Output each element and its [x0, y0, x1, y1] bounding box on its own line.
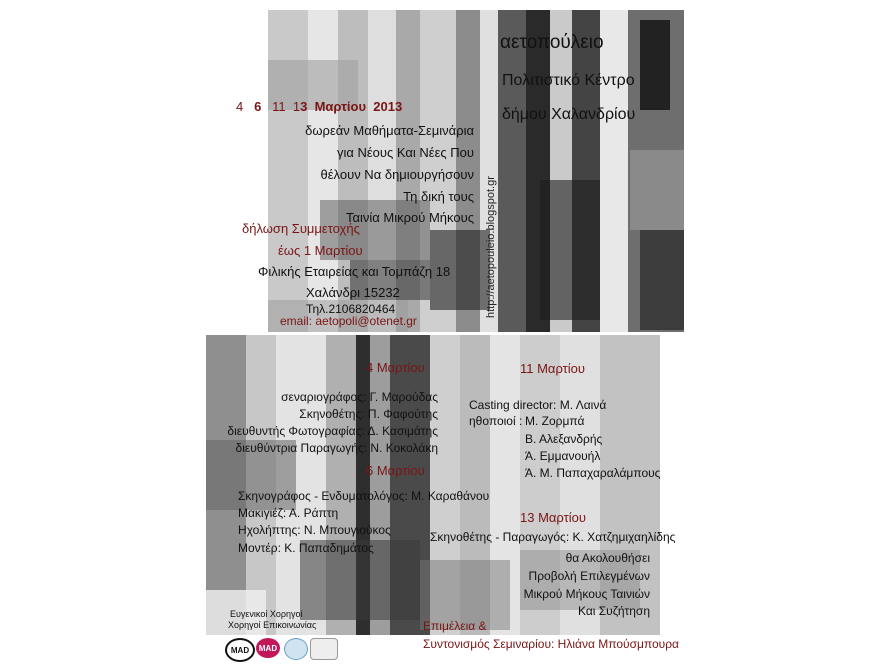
march4-line-4: διευθύντρια Παραγωγής: Ν. Κοκολάκη	[235, 441, 438, 455]
march11-title: 11 Μαρτίου	[520, 361, 586, 376]
intro-line-1: δωρεάν Μαθήματα-Σεμινάρια	[305, 123, 474, 138]
intro-line-3: θέλουν Να δημιουργήσουν	[320, 167, 474, 182]
march4-line-3: διευθυντής Φωτογραφίας: Δ. Κασιμάτης	[227, 424, 438, 438]
seminar-dates: 4 6 11 13 Μαρτίου 2013	[236, 99, 403, 114]
march11-casting: Casting director: Μ. Λαινά	[469, 398, 607, 412]
sponsor-logo-4	[310, 638, 338, 660]
sponsor-logo-3	[284, 638, 308, 660]
march6-line-4: Μοντέρ: Κ. Παπαδημάτος	[238, 541, 374, 555]
email-link[interactable]: email: aetopoli@otenet.gr	[280, 314, 417, 328]
credit-line-1: Επιμέλεια &	[423, 619, 487, 633]
center-name-line1: αετοπούλειο	[500, 32, 604, 53]
march11-actor-4: Ά. Μ. Παπαχαραλάμπους	[525, 466, 661, 480]
intro-line-4: Τη δική τους	[403, 189, 474, 204]
address-street: Φιλικής Εταιρείας και Τομπάζη 18	[258, 264, 451, 279]
registration-deadline: έως 1 Μαρτίου	[278, 243, 363, 258]
sponsors-label-2: Χορηγοί Επικοινωνίας	[228, 620, 317, 630]
registration-label: δήλωση Συμμετοχής	[242, 221, 360, 236]
march13-director: Σκηνοθέτης - Παραγωγός: Κ. Χατζημιχαηλίδης	[430, 530, 676, 544]
sponsor-logo-2: MAD	[256, 638, 280, 658]
march11-actor-2: Β. Αλεξανδρής	[525, 432, 603, 446]
address-city: Χαλάνδρι 15232	[306, 285, 400, 300]
march13-title: 13 Μαρτίου	[520, 510, 586, 525]
phone-number: Τηλ.2106820464	[306, 302, 396, 316]
center-name-line3: δήμου Χαλανδρίου	[502, 106, 636, 123]
blog-url-link[interactable]: http://aetopouleio.blogspot.gr	[485, 176, 497, 318]
march11-actor-3: Ά. Εμμανουήλ	[525, 449, 601, 463]
march4-line-2: Σκηνοθέτης: Π. Φαφούτης	[299, 407, 438, 421]
intro-line-2: για Νέους Και Νέες Που	[336, 145, 474, 160]
march13-line-3: Μικρού Μήκους Ταινιών	[523, 587, 650, 601]
march11-actor-1: Μ. Ζορμπά	[525, 414, 585, 428]
march13-line-1: θα Ακολουθήσει	[565, 551, 650, 565]
march6-line-3: Ηχολήπτης: Ν. Μπουγιούκος	[238, 523, 391, 537]
sponsor-logo-1: MAD	[225, 638, 255, 662]
march6-title: 6 Μαρτίου	[366, 463, 425, 478]
march13-line-2: Προβολή Επιλεγμένων	[528, 569, 650, 583]
center-name-line2: Πολιτιστικό Κέντρο	[502, 72, 635, 89]
march13-line-4: Και Συζήτηση	[577, 604, 650, 618]
march4-line-1: σεναριογράφος: Γ. Μαρούδας	[281, 390, 438, 404]
intro-line-5: Ταινία Μικρού Μήκους	[345, 210, 474, 225]
march6-line-1: Σκηνογράφος - Ενδυματολόγος: Μ. Καραθάνου	[238, 489, 490, 503]
march4-title: 4 Μαρτίου	[366, 360, 425, 375]
sponsors-label-1: Ευγενικοί Χορηγοί	[230, 609, 303, 619]
credit-line-2: Συντονισμός Σεμιναρίου: Ηλιάνα Μπούσμπουρα	[423, 637, 679, 651]
march6-line-2: Μακιγιέζ: Α. Ράπτη	[238, 506, 339, 520]
march11-actors-label: ηθοποιοί :	[469, 414, 523, 428]
